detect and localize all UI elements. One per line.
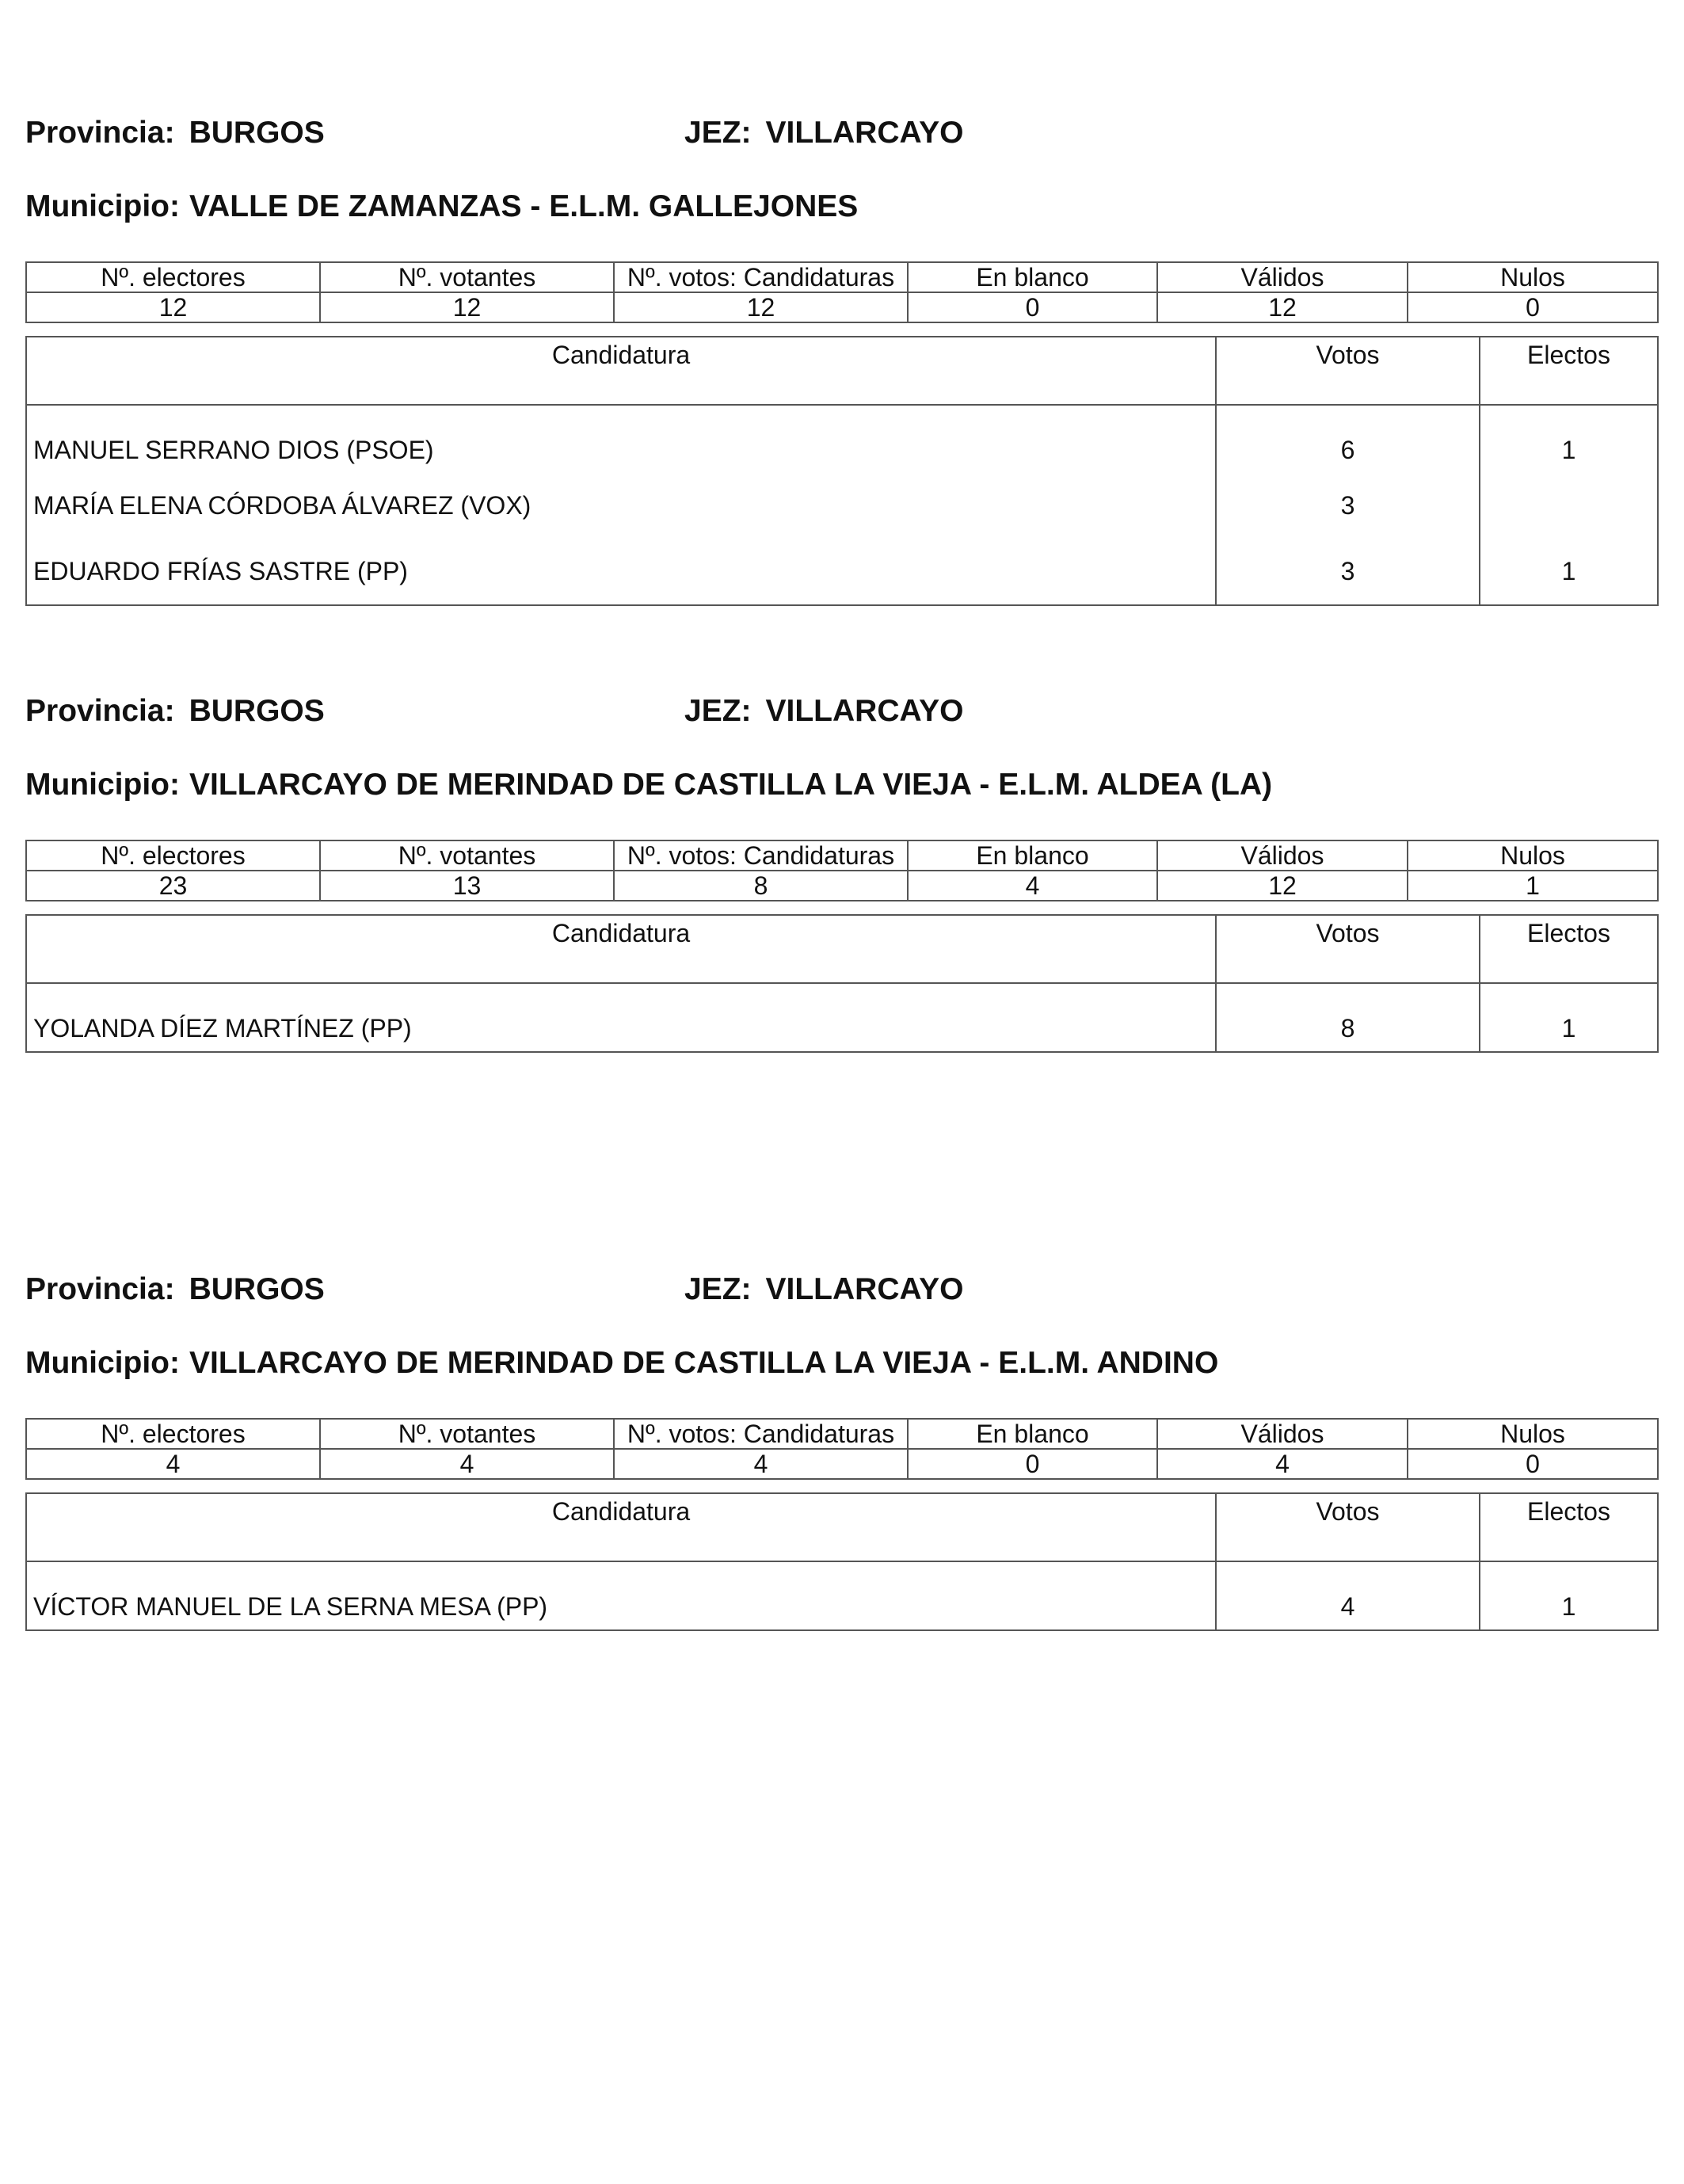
stats-header-row bbox=[26, 262, 1658, 292]
stats-header-cell: Nº. votantes bbox=[320, 1419, 614, 1449]
candidates-header-row bbox=[26, 337, 1658, 405]
stats-header-cell: Nulos bbox=[1408, 262, 1658, 292]
table-row bbox=[26, 405, 1658, 473]
votos-header: Votos bbox=[1216, 337, 1480, 405]
jez-value: VILLARCAYO bbox=[765, 1272, 964, 1306]
electos-header: Electos bbox=[1480, 915, 1658, 983]
stats-value-cell: 0 bbox=[1408, 1449, 1658, 1479]
municipio-line bbox=[25, 1347, 1218, 1378]
stats-header-cell: Nulos bbox=[1408, 840, 1658, 871]
candidate-votos: 6 bbox=[1216, 405, 1480, 473]
jez-line bbox=[684, 117, 963, 148]
stats-value-cell: 12 bbox=[614, 292, 908, 322]
stats-value-cell: 12 bbox=[1157, 871, 1408, 901]
provincia-label: Provincia: bbox=[25, 694, 175, 728]
stats-header-cell: Nº. electores bbox=[26, 1419, 320, 1449]
candidate-name: EDUARDO FRÍAS SASTRE (PP) bbox=[26, 539, 1216, 605]
stats-value-cell: 4 bbox=[320, 1449, 614, 1479]
stats-value-cell: 23 bbox=[26, 871, 320, 901]
municipio-label: Municipio: bbox=[25, 189, 180, 223]
stats-table bbox=[25, 1418, 1659, 1480]
candidate-electos: 1 bbox=[1480, 539, 1658, 605]
stats-header-row bbox=[26, 840, 1658, 871]
candidate-name: MARÍA ELENA CÓRDOBA ÁLVAREZ (VOX) bbox=[26, 473, 1216, 539]
votos-header: Votos bbox=[1216, 915, 1480, 983]
stats-header-cell: Nulos bbox=[1408, 1419, 1658, 1449]
candidate-electos: 1 bbox=[1480, 983, 1658, 1052]
table-row bbox=[26, 1561, 1658, 1630]
stats-value-cell: 0 bbox=[908, 292, 1157, 322]
candidatura-header: Candidatura bbox=[26, 337, 1216, 405]
stats-header-cell: Válidos bbox=[1157, 1419, 1408, 1449]
candidate-name: VÍCTOR MANUEL DE LA SERNA MESA (PP) bbox=[26, 1561, 1216, 1630]
provincia-line bbox=[25, 696, 325, 726]
stats-header-cell: Nº. electores bbox=[26, 262, 320, 292]
jez-line bbox=[684, 1274, 963, 1305]
provincia-value: BURGOS bbox=[189, 694, 325, 728]
stats-header-cell: Nº. votos: Candidaturas bbox=[614, 262, 908, 292]
votos-header: Votos bbox=[1216, 1493, 1480, 1561]
table-row bbox=[26, 983, 1658, 1052]
municipio-line bbox=[25, 769, 1272, 800]
stats-value-cell: 0 bbox=[1408, 292, 1658, 322]
stats-header-cell: En blanco bbox=[908, 840, 1157, 871]
candidate-electos: 1 bbox=[1480, 405, 1658, 473]
candidatura-header: Candidatura bbox=[26, 1493, 1216, 1561]
stats-header-cell: Nº. votos: Candidaturas bbox=[614, 1419, 908, 1449]
municipio-value: VILLARCAYO DE MERINDAD DE CASTILLA LA VIEJA - E.L.M. ALDEA (LA) bbox=[189, 768, 1273, 802]
stats-value-cell: 0 bbox=[908, 1449, 1157, 1479]
provincia-line bbox=[25, 1274, 325, 1305]
jez-label: JEZ: bbox=[684, 116, 752, 150]
stats-value-cell: 12 bbox=[1157, 292, 1408, 322]
municipio-label: Municipio: bbox=[25, 768, 180, 802]
stats-header-cell: Nº. votos: Candidaturas bbox=[614, 840, 908, 871]
jez-line bbox=[684, 696, 963, 726]
stats-value-row bbox=[26, 1449, 1658, 1479]
stats-value-cell: 4 bbox=[1157, 1449, 1408, 1479]
candidate-name: MANUEL SERRANO DIOS (PSOE) bbox=[26, 405, 1216, 473]
stats-header-cell: En blanco bbox=[908, 1419, 1157, 1449]
stats-header-cell: Nº. electores bbox=[26, 840, 320, 871]
stats-value-cell: 8 bbox=[614, 871, 908, 901]
candidates-table bbox=[25, 914, 1659, 1053]
candidate-name: YOLANDA DÍEZ MARTÍNEZ (PP) bbox=[26, 983, 1216, 1052]
provincia-label: Provincia: bbox=[25, 116, 175, 150]
stats-table bbox=[25, 261, 1659, 323]
candidates-table bbox=[25, 336, 1659, 606]
jez-label: JEZ: bbox=[684, 694, 752, 728]
stats-value-cell: 4 bbox=[26, 1449, 320, 1479]
electos-header: Electos bbox=[1480, 1493, 1658, 1561]
municipio-value: VILLARCAYO DE MERINDAD DE CASTILLA LA VIEJA - E.L.M. ANDINO bbox=[189, 1346, 1219, 1380]
jez-label: JEZ: bbox=[684, 1272, 752, 1306]
stats-value-cell: 4 bbox=[614, 1449, 908, 1479]
stats-table bbox=[25, 840, 1659, 901]
table-row bbox=[26, 539, 1658, 605]
stats-value-cell: 12 bbox=[320, 292, 614, 322]
stats-value-cell: 13 bbox=[320, 871, 614, 901]
candidate-electos: 1 bbox=[1480, 1561, 1658, 1630]
stats-header-cell: Nº. votantes bbox=[320, 840, 614, 871]
stats-value-cell: 4 bbox=[908, 871, 1157, 901]
candidate-votos: 3 bbox=[1216, 539, 1480, 605]
stats-header-cell: En blanco bbox=[908, 262, 1157, 292]
candidate-votos: 8 bbox=[1216, 983, 1480, 1052]
jez-value: VILLARCAYO bbox=[765, 116, 964, 150]
stats-header-cell: Válidos bbox=[1157, 262, 1408, 292]
stats-value-row bbox=[26, 292, 1658, 322]
electos-header: Electos bbox=[1480, 337, 1658, 405]
candidate-votos: 4 bbox=[1216, 1561, 1480, 1630]
stats-header-cell: Válidos bbox=[1157, 840, 1408, 871]
municipio-label: Municipio: bbox=[25, 1346, 180, 1380]
candidates-header-row bbox=[26, 915, 1658, 983]
candidates-header-row bbox=[26, 1493, 1658, 1561]
stats-value-cell: 12 bbox=[26, 292, 320, 322]
candidate-electos bbox=[1480, 473, 1658, 539]
candidatura-header: Candidatura bbox=[26, 915, 1216, 983]
jez-value: VILLARCAYO bbox=[765, 694, 964, 728]
municipio-line bbox=[25, 191, 858, 222]
candidates-table bbox=[25, 1492, 1659, 1631]
stats-header-cell: Nº. votantes bbox=[320, 262, 614, 292]
stats-value-cell: 1 bbox=[1408, 871, 1658, 901]
stats-value-row bbox=[26, 871, 1658, 901]
provincia-value: BURGOS bbox=[189, 116, 325, 150]
provincia-value: BURGOS bbox=[189, 1272, 325, 1306]
provincia-label: Provincia: bbox=[25, 1272, 175, 1306]
stats-header-row bbox=[26, 1419, 1658, 1449]
table-row bbox=[26, 473, 1658, 539]
candidate-votos: 3 bbox=[1216, 473, 1480, 539]
provincia-line bbox=[25, 117, 325, 148]
municipio-value: VALLE DE ZAMANZAS - E.L.M. GALLEJONES bbox=[189, 189, 859, 223]
